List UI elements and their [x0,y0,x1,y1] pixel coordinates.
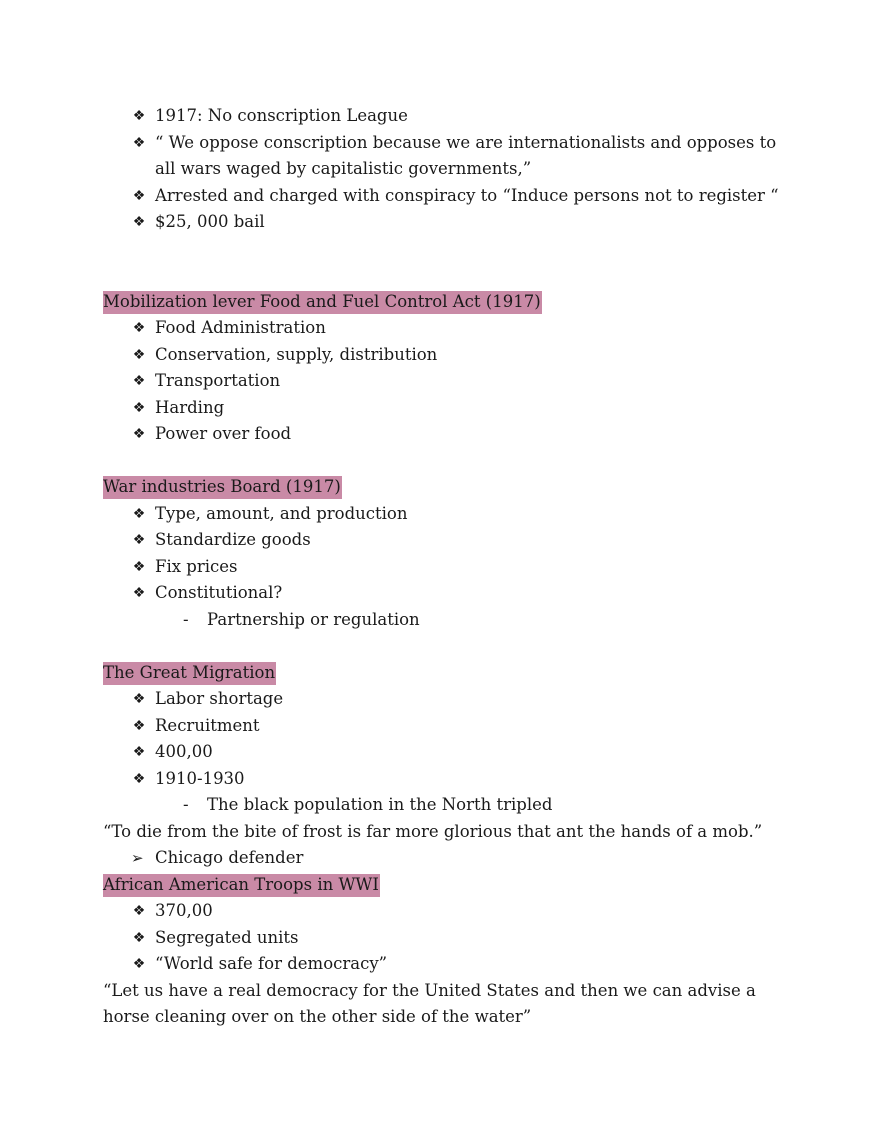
list-item [103,686,793,713]
list-item-text: Harding [155,397,225,417]
list-item [103,342,793,369]
diamond-bullet-icon: ❖ [132,770,146,787]
sub-list-item-text: Partnership or regulation [207,609,420,629]
list-item [103,501,793,528]
diamond-bullet-icon: ❖ [132,744,146,760]
section-heading-food-fuel [103,289,793,316]
highlighted-heading: African American Troops in WWI [103,874,380,897]
spacer [103,236,793,289]
list-item [103,766,793,793]
sub-list-item [103,792,793,819]
diamond-bullet-icon: ❖ [132,558,146,575]
list-item-text: Type, amount, and production [155,503,408,523]
quote-source [103,845,793,872]
diamond-bullet-icon: ❖ [132,108,146,124]
list-item [103,951,793,978]
list-item [103,554,793,581]
quote-text: “Let us have a real democracy for the United States and then we can advise a horse cleaning over on the other side of the water” [103,980,756,1026]
list-item-text: “World safe for democracy” [155,954,388,973]
list-item-text: Labor shortage [155,689,284,708]
dash-bullet-icon: - [183,609,189,629]
list-item [103,713,793,740]
diamond-bullet-icon: ❖ [132,426,146,442]
arrow-bullet-icon: ➢ [131,849,144,867]
list-item-text: Standardize goods [155,530,311,549]
list-item [103,739,793,766]
diamond-bullet-icon: ❖ [132,717,146,734]
list-item [103,183,793,210]
list-item [103,421,793,448]
highlighted-heading: War industries Board (1917) [103,476,342,499]
list-item-text: Transportation [155,371,281,390]
list-item-text: Constitutional? [155,583,283,602]
diamond-bullet-icon: ❖ [132,187,146,204]
quote-text: “To die from the bite of frost is far more glorious that ant the hands of a mob.” [103,821,763,841]
list-item-text: Food Administration [155,318,326,337]
list-item [103,395,793,422]
diamond-bullet-icon: ❖ [132,214,146,230]
diamond-bullet-icon: ❖ [132,505,146,522]
list-item [103,209,793,236]
document-body [103,103,793,1031]
list-item-text: 1910-1930 [155,768,245,788]
diamond-bullet-icon: ❖ [132,691,146,707]
list-item [103,898,793,925]
list-item-text: Conservation, supply, distribution [155,344,438,364]
diamond-bullet-icon: ❖ [132,373,146,389]
list-item [103,103,793,130]
list-item-text: Fix prices [155,556,238,576]
list-item [103,580,793,607]
quote-source-text: Chicago defender [155,848,304,867]
list-item-text: Arrested and charged with conspiracy to “Induce persons not to register “ [155,185,779,205]
diamond-bullet-icon: ❖ [132,399,146,416]
section-heading-war-industries [103,474,793,501]
diamond-bullet-icon: ❖ [132,346,146,363]
diamond-bullet-icon: ❖ [132,134,146,151]
list-item-text: Recruitment [155,715,260,735]
diamond-bullet-icon: ❖ [132,903,146,919]
list-item-text: 1917: No conscription League [155,106,408,125]
spacer [103,633,793,660]
diamond-bullet-icon: ❖ [132,320,146,336]
list-item-text: 370,00 [155,901,213,920]
list-item-text: 400,00 [155,742,213,761]
list-item-text: Segregated units [155,927,299,947]
list-item [103,925,793,952]
diamond-bullet-icon: ❖ [132,585,146,601]
diamond-bullet-icon: ❖ [132,929,146,946]
list-item-text: Power over food [155,424,292,443]
diamond-bullet-icon: ❖ [132,956,146,972]
list-item [103,315,793,342]
list-item-text: “ We oppose conscription because we are internationalists and opposes to all wars waged by capitalistic governments,” [155,132,777,178]
highlighted-heading: The Great Migration [103,662,276,685]
diamond-bullet-icon: ❖ [132,532,146,548]
highlighted-heading: Mobilization lever Food and Fuel Control Act (1917) [103,291,542,314]
list-item [103,368,793,395]
spacer [103,448,793,475]
section-heading-great-migration [103,660,793,687]
list-item-text: $25, 000 bail [155,212,265,231]
section-heading-troops [103,872,793,899]
sub-list-item-text: The black population in the North tripled [207,795,553,814]
sub-list-item [103,607,793,634]
list-item [103,130,793,183]
list-item [103,527,793,554]
dash-bullet-icon: - [183,795,189,814]
